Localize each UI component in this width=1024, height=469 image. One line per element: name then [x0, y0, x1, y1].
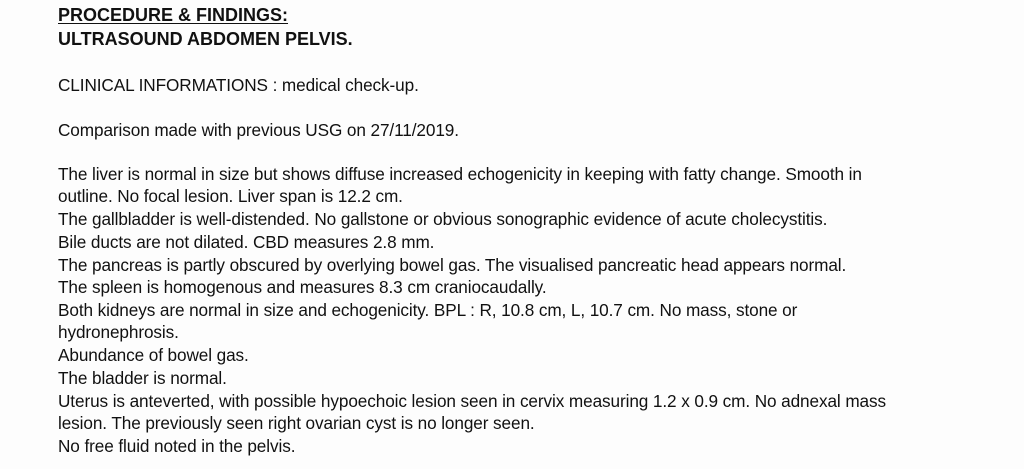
comparison-line: Comparison made with previous USG on 27/11/2019.	[58, 120, 459, 140]
finding-line: lesion. The previously seen right ovarian cyst is no longer seen.	[58, 413, 535, 433]
finding-line: Uterus is anteverted, with possible hypoechoic lesion seen in cervix measuring 1.2 x 0.9 cm. No adnexal mass	[58, 391, 886, 411]
finding-line: Abundance of bowel gas.	[58, 345, 249, 365]
exam-title: ULTRASOUND ABDOMEN PELVIS.	[58, 29, 353, 49]
finding-line: No free fluid noted in the pelvis.	[58, 436, 296, 456]
section-title: PROCEDURE & FINDINGS:	[58, 5, 289, 25]
clinical-information: CLINICAL INFORMATIONS : medical check-up.	[58, 75, 419, 95]
finding-line: Both kidneys are normal in size and echogenicity. BPL : R, 10.8 cm, L, 10.7 cm. No mass, stone or	[58, 300, 798, 320]
finding-line: The pancreas is partly obscured by overlying bowel gas. The visualised pancreatic head appears normal.	[58, 255, 847, 275]
finding-line: hydronephrosis.	[58, 322, 179, 342]
finding-line: The gallbladder is well-distended. No gallstone or obvious sonographic evidence of acute cholecystitis.	[58, 209, 828, 229]
finding-line: The liver is normal in size but shows diffuse increased echogenicity in keeping with fatty change. Smooth in	[58, 164, 862, 184]
finding-line: outline. No focal lesion. Liver span is 12.2 cm.	[58, 186, 403, 206]
finding-line: The spleen is homogenous and measures 8.3 cm craniocaudally.	[58, 277, 547, 297]
finding-line: The bladder is normal.	[58, 368, 227, 388]
finding-line: Bile ducts are not dilated. CBD measures 2.8 mm.	[58, 232, 435, 252]
